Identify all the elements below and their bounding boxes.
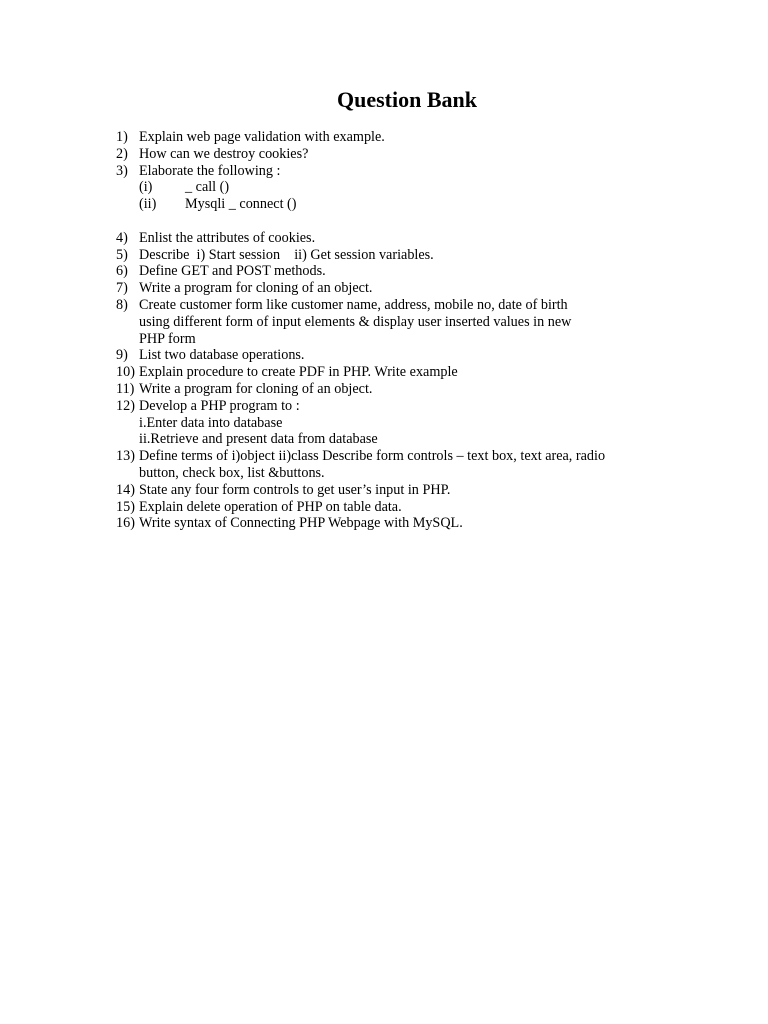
question-list [116, 129, 676, 532]
question-number: 5) [116, 246, 128, 263]
question-item [116, 398, 676, 448]
question-item [116, 515, 676, 532]
question-item [116, 347, 676, 364]
question-number: 3) [116, 162, 128, 179]
question-text: List two database operations. [139, 347, 305, 364]
question-text: Define GET and POST methods. [139, 263, 326, 280]
question-number: 2) [116, 145, 128, 162]
question-text: Describe i) Start session ii) Get session variables. [139, 246, 434, 263]
question-number: 15) [116, 498, 135, 515]
question-text: Write syntax of Connecting PHP Webpage with MySQL. [139, 515, 463, 532]
question-text: Develop a PHP program to : [139, 397, 300, 414]
question-number: 4) [116, 229, 128, 246]
question-number: 11) [116, 380, 135, 397]
question-text: i.Enter data into database [139, 414, 283, 431]
sub-question-text: Mysqli _ connect () [185, 196, 297, 213]
question-item [116, 263, 676, 280]
sub-question-number: (ii) [139, 196, 157, 213]
question-text: button, check box, list &buttons. [139, 464, 325, 481]
question-item [116, 163, 676, 180]
sub-question-text: _ call () [185, 179, 230, 196]
question-item [116, 146, 676, 163]
question-number: 13) [116, 448, 135, 465]
question-text: Create customer form like customer name, address, mobile no, date of birth [139, 296, 568, 313]
question-text: ii.Retrieve and present data from database [139, 431, 378, 448]
question-text: Write a program for cloning of an object. [139, 280, 373, 297]
question-item [116, 499, 676, 516]
question-text: PHP form [139, 330, 196, 347]
question-text: using different form of input elements & display user inserted values in new [139, 313, 572, 330]
question-number: 10) [116, 364, 135, 381]
question-text: Elaborate the following : [139, 162, 281, 179]
question-number: 6) [116, 263, 128, 280]
question-item [116, 482, 676, 499]
question-item [116, 448, 676, 482]
question-number: 12) [116, 397, 135, 414]
question-number: 16) [116, 515, 135, 532]
question-text: How can we destroy cookies? [139, 145, 309, 162]
question-item [116, 280, 676, 297]
question-item [116, 247, 676, 264]
question-text: Define terms of i)object ii)class Describe form controls – text box, text area, radio [139, 448, 606, 465]
question-item [116, 297, 676, 347]
question-text: State any four form controls to get user’s input in PHP. [139, 481, 451, 498]
question-text: Explain web page validation with example. [139, 129, 385, 145]
question-item [116, 230, 676, 247]
question-item [116, 129, 676, 146]
question-item [116, 381, 676, 398]
question-number: 14) [116, 481, 135, 498]
question-text: Explain delete operation of PHP on table data. [139, 498, 402, 515]
sub-question [116, 196, 676, 213]
page-title: Question Bank [337, 87, 477, 112]
question-number: 1) [116, 129, 128, 145]
sub-question [116, 179, 676, 196]
question-text: Explain procedure to create PDF in PHP. Write example [139, 364, 458, 381]
question-number: 9) [116, 347, 128, 364]
sub-question-number: (i) [139, 179, 153, 196]
question-text: Enlist the attributes of cookies. [139, 229, 316, 246]
question-number: 8) [116, 296, 128, 313]
question-number: 7) [116, 280, 128, 297]
question-item [116, 364, 676, 381]
question-text: Write a program for cloning of an object. [139, 380, 373, 397]
